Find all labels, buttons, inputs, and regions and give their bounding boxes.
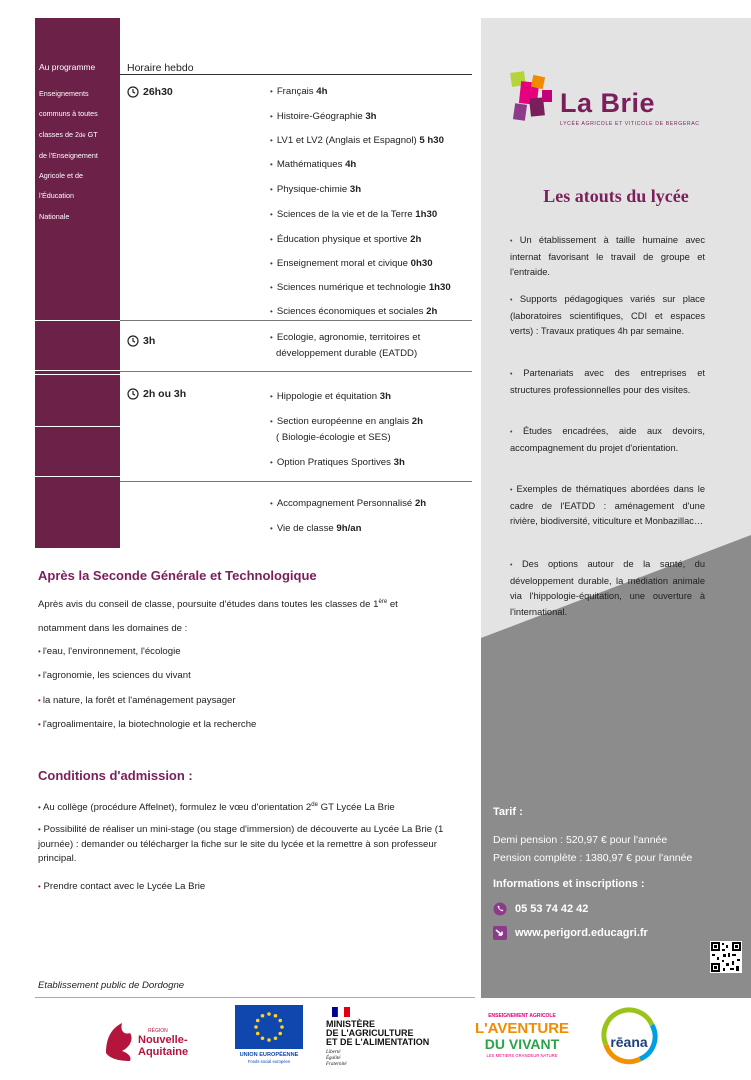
subject-item: • Option Pratiques Sportives 3h bbox=[270, 457, 405, 468]
column-header: Horaire hebdo bbox=[127, 62, 194, 74]
subject-hours: 0h30 bbox=[410, 258, 433, 269]
atout-item: • Un établissement à taille humaine avec internat favorisant le travail de groupe et l'entraide. bbox=[510, 235, 705, 277]
eu-label: UNION EUROPÉENNE bbox=[239, 1052, 299, 1058]
side-text-line: Nationale bbox=[39, 211, 70, 221]
eu-star-icon bbox=[274, 1036, 278, 1040]
eu-star-icon bbox=[278, 1019, 282, 1023]
condition-item: • Prendre contact avec le Lycée La Brie bbox=[38, 881, 206, 892]
eu-star-icon bbox=[256, 1032, 260, 1036]
motto-2: Égalité bbox=[326, 1056, 341, 1061]
subject-name: Éducation physique et sportive bbox=[276, 234, 408, 245]
subject-name: Ecologie, agronomie, territoires et bbox=[276, 332, 421, 343]
after-item-text: l'agroalimentaire, la biotechnologie et la recherche bbox=[42, 719, 257, 730]
subject-name: Sciences numérique et technologie bbox=[276, 282, 427, 293]
subject-hours: 3h bbox=[379, 391, 391, 402]
subject-name: Physique-chimie bbox=[276, 184, 348, 195]
subject-item: • Éducation physique et sportive 2h bbox=[270, 234, 422, 245]
atout-text: Supports pédagogiques variés sur place (laboratoires scientifiques, CDI et espaces verts) : Travaux pratiques 4h par semaine. bbox=[510, 294, 705, 336]
eu-star-icon bbox=[254, 1025, 258, 1029]
subject-name: Enseignement moral et civique bbox=[276, 258, 408, 269]
tarif-demi-pension: Demi pension : 520,97 € pour l'année bbox=[493, 834, 668, 846]
subject-hours: 3h bbox=[349, 184, 362, 195]
hours-block-1 bbox=[127, 86, 173, 98]
region-small-label: RÉGION bbox=[148, 1028, 168, 1034]
after-item-text: la nature, la forêt et l'aménagement paysager bbox=[42, 695, 236, 706]
eu-star-icon bbox=[256, 1019, 260, 1023]
ministere-agriculture-logo bbox=[322, 1005, 462, 1067]
hours-value: 3h bbox=[143, 335, 156, 347]
atout-item: • Études encadrées, aide aux devoirs, accompagnement du projet d'orientation. bbox=[510, 426, 705, 453]
side-text-line: classes de 2de GT bbox=[39, 129, 98, 139]
website-arrow-icon bbox=[493, 926, 507, 940]
subject-hours: 9h/an bbox=[336, 523, 362, 534]
after-item: • l'eau, l'environnement, l'écologie bbox=[38, 646, 181, 657]
subject-hours: 3h bbox=[365, 111, 377, 122]
tarif-pension-complete: Pension complète : 1380,97 € pour l'année bbox=[493, 852, 693, 864]
aventure-top: ENSEIGNEMENT AGRICOLE bbox=[488, 1013, 556, 1019]
phone-icon bbox=[493, 902, 507, 916]
condition-item: • Possibilité de réaliser un mini-stage (ou stage d'immersion) de découverte au Lycée La Brie (1 journée) : demander ou télécharger la fiche sur le site du lycée et la remettre à son professeur principal. bbox=[38, 824, 444, 864]
subject-hours: 4h bbox=[316, 86, 328, 97]
side-text-line: de l'Enseignement bbox=[39, 150, 98, 160]
atout-item: • Supports pédagogiques variés sur place (laboratoires scientifiques, CDI et espaces verts) : Travaux pratiques 4h par semaine. bbox=[510, 294, 705, 336]
eu-sub: Fonds social européen bbox=[247, 1059, 291, 1064]
subject-name: développement durable (EATDD) bbox=[276, 348, 418, 359]
eu-star-icon bbox=[278, 1032, 282, 1036]
aventure-line-1: L'AVENTURE bbox=[474, 1020, 570, 1037]
side-divider bbox=[35, 476, 120, 477]
eu-star-icon bbox=[261, 1036, 265, 1040]
subject-hours: 2h bbox=[426, 306, 438, 317]
programme-side-text bbox=[39, 84, 117, 227]
subject-name: Sciences de la vie et de la Terre bbox=[276, 209, 413, 220]
hours-value: 26h30 bbox=[143, 86, 173, 98]
table-rule bbox=[120, 74, 472, 75]
side-divider bbox=[35, 370, 120, 371]
atout-item: • Des options autour de la santé, du développement durable, la médiation animale via l'hippologie-équitation, une ouverture à l'international. bbox=[510, 559, 705, 617]
region-name-1: Nouvelle- bbox=[138, 1034, 188, 1046]
subject-item: • Histoire-Géographie 3h bbox=[270, 111, 377, 122]
subject-name: Français bbox=[276, 86, 314, 97]
subject-hours: 2h bbox=[414, 498, 427, 509]
subject-name: ( Biologie-écologie et SES) bbox=[276, 432, 391, 443]
atout-text: Études encadrées, aide aux devoirs, accompagnement du projet d'orientation. bbox=[510, 426, 705, 453]
subject-hours: 3h bbox=[393, 457, 405, 468]
atout-item: • Exemples de thématiques abordées dans le cadre de l'EATDD : aménagement d'une rivière, biodiversité, viticulture et Monbazillac… bbox=[510, 484, 705, 526]
motto-1: Liberté bbox=[326, 1050, 341, 1055]
subject-item: • Français 4h bbox=[270, 86, 328, 97]
after-intro-sup: ère bbox=[378, 599, 388, 605]
hours-block-2 bbox=[127, 335, 155, 347]
hours-value: 2h ou 3h bbox=[143, 388, 187, 400]
hours-block-3 bbox=[127, 388, 186, 400]
establishment-label: Etablissement public de Dordogne bbox=[38, 980, 185, 991]
atout-text: Des options autour de la santé, du développement durable, la médiation animale via l'hippologie-équitation, une ouverture à l'international. bbox=[510, 559, 705, 617]
atout-item: • Partenariats avec des entreprises et structures professionnelles pour des visites. bbox=[510, 368, 705, 395]
side-text-line: Enseignements bbox=[39, 89, 89, 98]
after-intro-2: notamment dans les domaines de : bbox=[38, 623, 188, 634]
reana-logo bbox=[596, 1005, 662, 1067]
table-rule bbox=[120, 371, 472, 372]
clock-icon bbox=[127, 86, 139, 98]
subject-hours: 1h30 bbox=[415, 209, 438, 220]
condition-text: Au collège (procédure Affelnet), formulez le vœu d'orientation 2 bbox=[42, 802, 312, 814]
subject-name: Histoire-Géographie bbox=[276, 111, 363, 122]
atout-text: Exemples de thématiques abordées dans le cadre de l'EATDD : aménagement d'une rivière, biodiversité, viticulture et Monbazillac… bbox=[510, 484, 705, 526]
subject-item: • Section européenne en anglais 2h bbox=[270, 416, 423, 427]
condition-text: Prendre contact avec le Lycée La Brie bbox=[43, 881, 206, 892]
website-url: www.perigord.educagri.fr bbox=[515, 927, 648, 939]
side-text-line: Agricole et de bbox=[39, 171, 83, 181]
clock-icon bbox=[127, 335, 139, 347]
footer-divider bbox=[35, 997, 475, 998]
subject-hours: 4h bbox=[345, 159, 357, 170]
region-name-2: Aquitaine bbox=[138, 1046, 189, 1058]
conditions-title: Conditions d'admission : bbox=[38, 768, 193, 783]
subject-name: Accompagnement Personnalisé bbox=[276, 498, 413, 509]
side-text-line: communs à toutes bbox=[39, 109, 98, 119]
qr-code-icon[interactable] bbox=[710, 941, 742, 973]
ministry-line-2: DE L'AGRICULTURE bbox=[326, 1028, 414, 1038]
subject-hours: 2h bbox=[410, 234, 422, 245]
region-nouvelle-aquitaine-logo bbox=[100, 1005, 218, 1067]
after-item: • l'agroalimentaire, la biotechnologie et la recherche bbox=[38, 719, 257, 730]
subject-item: • Accompagnement Personnalisé 2h bbox=[270, 498, 427, 509]
aventure-line-2: DU VIVANT bbox=[484, 1036, 560, 1052]
subject-item: • Sciences numérique et technologie 1h30 bbox=[270, 282, 451, 293]
side-divider bbox=[35, 374, 120, 375]
subject-item: • Ecologie, agronomie, territoires et bbox=[270, 332, 421, 343]
programme-side-column bbox=[35, 18, 120, 548]
subject-item: • Vie de classe 9h/an bbox=[270, 523, 362, 534]
side-divider bbox=[35, 426, 120, 427]
tarif-title: Tarif : bbox=[493, 806, 523, 818]
condition-sup: de bbox=[311, 802, 318, 808]
condition-text-end: GT Lycée La Brie bbox=[317, 802, 395, 814]
phone-contact[interactable] bbox=[493, 902, 588, 916]
atout-text: Partenariats avec des entreprises et structures professionnelles pour des visites. bbox=[510, 368, 705, 395]
after-intro bbox=[38, 599, 398, 610]
subject-name: Mathématiques bbox=[276, 159, 343, 170]
school-subtitle: LYCÉE AGRICOLE ET VITICOLE DE BERGERAC bbox=[560, 121, 700, 127]
aventure-du-vivant-logo bbox=[468, 1005, 576, 1067]
after-item: • la nature, la forêt et l'aménagement paysager bbox=[38, 695, 236, 706]
after-item-text: l'eau, l'environnement, l'écologie bbox=[42, 646, 181, 657]
eu-flag-logo bbox=[232, 1005, 306, 1067]
after-item: • l'agronomie, les sciences du vivant bbox=[38, 670, 191, 681]
school-name: La Brie bbox=[560, 88, 656, 118]
eu-star-icon bbox=[267, 1012, 271, 1016]
subject-name: Hippologie et équitation bbox=[276, 391, 378, 402]
subject-hours: 1h30 bbox=[428, 282, 451, 293]
eu-star-icon bbox=[261, 1014, 265, 1018]
subject-name: Vie de classe bbox=[276, 523, 334, 534]
side-text-line: l'Éducation bbox=[39, 191, 74, 201]
side-divider bbox=[35, 320, 120, 321]
subject-item bbox=[276, 431, 391, 445]
atouts-title: Les atouts du lycée bbox=[543, 186, 689, 206]
aventure-sub: LES MÉTIERS GRANDEUR NATURE bbox=[486, 1053, 558, 1058]
after-title: Après la Seconde Générale et Technologique bbox=[38, 568, 317, 583]
phone-number: 05 53 74 42 42 bbox=[515, 903, 589, 915]
motto-3: Fraternité bbox=[326, 1062, 347, 1067]
table-rule bbox=[120, 481, 472, 482]
subject-item bbox=[276, 347, 417, 361]
atout-text: Un établissement à taille humaine avec internat favorisant le travail de groupe et l'entraide. bbox=[510, 235, 705, 277]
subject-item: • Sciences économiques et sociales 2h bbox=[270, 306, 438, 317]
subject-item: • LV1 et LV2 (Anglais et Espagnol) 5 h30 bbox=[270, 135, 444, 146]
table-rule bbox=[120, 320, 472, 321]
eu-star-icon bbox=[267, 1038, 271, 1042]
subject-item: • Hippologie et équitation 3h bbox=[270, 391, 391, 402]
subject-hours: 5 h30 bbox=[419, 135, 444, 146]
after-intro-text: Après avis du conseil de classe, poursuite d'études dans toutes les classes de 1 bbox=[38, 599, 379, 611]
subject-name: Section européenne en anglais bbox=[276, 416, 410, 427]
subject-name: Option Pratiques Sportives bbox=[276, 457, 391, 468]
eu-star-icon bbox=[280, 1025, 284, 1029]
ministry-line-3: ET DE L'ALIMENTATION bbox=[326, 1037, 430, 1047]
subject-item: • Sciences de la vie et de la Terre 1h30 bbox=[270, 209, 438, 220]
clock-icon bbox=[127, 388, 139, 400]
subject-item: • Mathématiques 4h bbox=[270, 159, 357, 170]
subject-hours: 2h bbox=[411, 416, 423, 427]
website-link[interactable] bbox=[493, 926, 648, 940]
eu-star-icon bbox=[274, 1014, 278, 1018]
subject-item: • Enseignement moral et civique 0h30 bbox=[270, 258, 433, 269]
ministry-line-1: MINISTÈRE bbox=[326, 1019, 376, 1029]
after-item-text: l'agronomie, les sciences du vivant bbox=[42, 670, 191, 681]
condition-item: • Au collège (procédure Affelnet), formulez le vœu d'orientation 2de GT Lycée La Brie bbox=[38, 802, 395, 814]
reana-label: rēana bbox=[610, 1034, 648, 1050]
subject-name: LV1 et LV2 (Anglais et Espagnol) bbox=[276, 135, 417, 146]
subject-item: • Physique-chimie 3h bbox=[270, 184, 362, 195]
after-intro-end: et bbox=[387, 599, 398, 611]
programme-side-header: Au programme bbox=[39, 62, 96, 72]
condition-text: Possibilité de réaliser un mini-stage (ou stage d'immersion) de découverte au Lycée La Brie (1 journée) : demander ou télécharger la fiche sur le site du lycée et la remettre à son professeur principal. bbox=[38, 824, 444, 864]
subject-name: Sciences économiques et sociales bbox=[276, 306, 424, 317]
info-title: Informations et inscriptions : bbox=[493, 878, 645, 890]
